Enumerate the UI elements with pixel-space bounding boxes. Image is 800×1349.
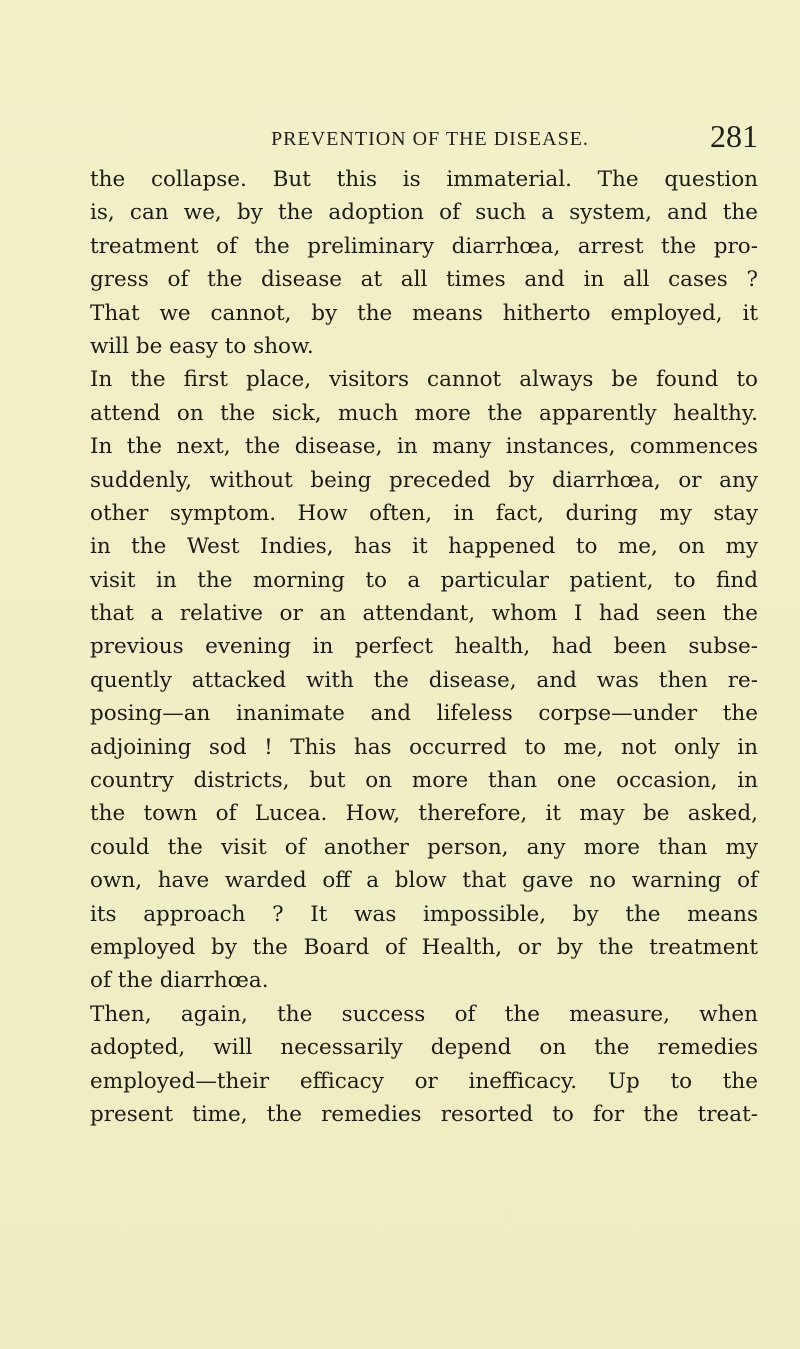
text-line: country districts, but on more than one occasion, in xyxy=(90,768,758,794)
text-line: present time, the remedies resorted to for the treat- xyxy=(90,1101,758,1127)
text-line: the collapse. But this is immaterial. The question xyxy=(90,167,758,192)
text-line: In the first place, visitors cannot always be found to xyxy=(90,367,758,393)
text-line: will be easy to show. xyxy=(90,333,314,359)
text-line: adjoining sod ! This has occurred to me, not only in xyxy=(90,734,758,760)
running-head: PREVENTION OF THE DISEASE. xyxy=(271,128,589,150)
text-line: own, have warded off a blow that gave no warning of xyxy=(90,868,758,894)
text-line: previous evening in perfect health, had been subse- xyxy=(90,634,758,660)
text-line: could the visit of another person, any more than my xyxy=(90,834,758,860)
text-line: That we cannot, by the means hitherto employed, it xyxy=(90,300,758,326)
text-line: posing—an inanimate and lifeless corpse—under the xyxy=(90,701,758,727)
text-line: In the next, the disease, in many instances, commences xyxy=(90,434,758,460)
text-line: quently attacked with the disease, and was then re- xyxy=(90,667,758,693)
text-line: adopted, will necessarily depend on the remedies xyxy=(90,1035,758,1061)
text-line: attend on the sick, much more the apparently healthy. xyxy=(90,400,758,426)
text-line: suddenly, without being preceded by diarrhœa, or any xyxy=(90,467,758,493)
text-line: in the West Indies, has it happened to me, on my xyxy=(90,534,758,560)
text-line: that a relative or an attendant, whom I had seen the xyxy=(90,601,758,627)
body-text xyxy=(90,163,758,1131)
text-line: visit in the morning to a particular patient, to find xyxy=(90,567,758,593)
page-number: 281 xyxy=(710,118,758,154)
text-line: other symptom. How often, in fact, during my stay xyxy=(90,500,758,526)
text-line: is, can we, by the adoption of such a system, and the xyxy=(90,200,758,226)
text-line: treatment of the preliminary diarrhœa, arrest the pro- xyxy=(90,233,758,259)
text-line: of the diarrhœa. xyxy=(90,968,269,994)
text-line: gress of the disease at all times and in all cases ? xyxy=(90,267,758,293)
text-line: the town of Lucea. How, therefore, it may be asked, xyxy=(90,801,758,827)
text-line: its approach ? It was impossible, by the means xyxy=(90,901,758,927)
text-line: employed by the Board of Health, or by the treatment xyxy=(90,934,758,960)
text-line: employed—their efficacy or inefficacy. Up to the xyxy=(90,1068,758,1094)
text-line: Then, again, the success of the measure, when xyxy=(90,1001,758,1027)
